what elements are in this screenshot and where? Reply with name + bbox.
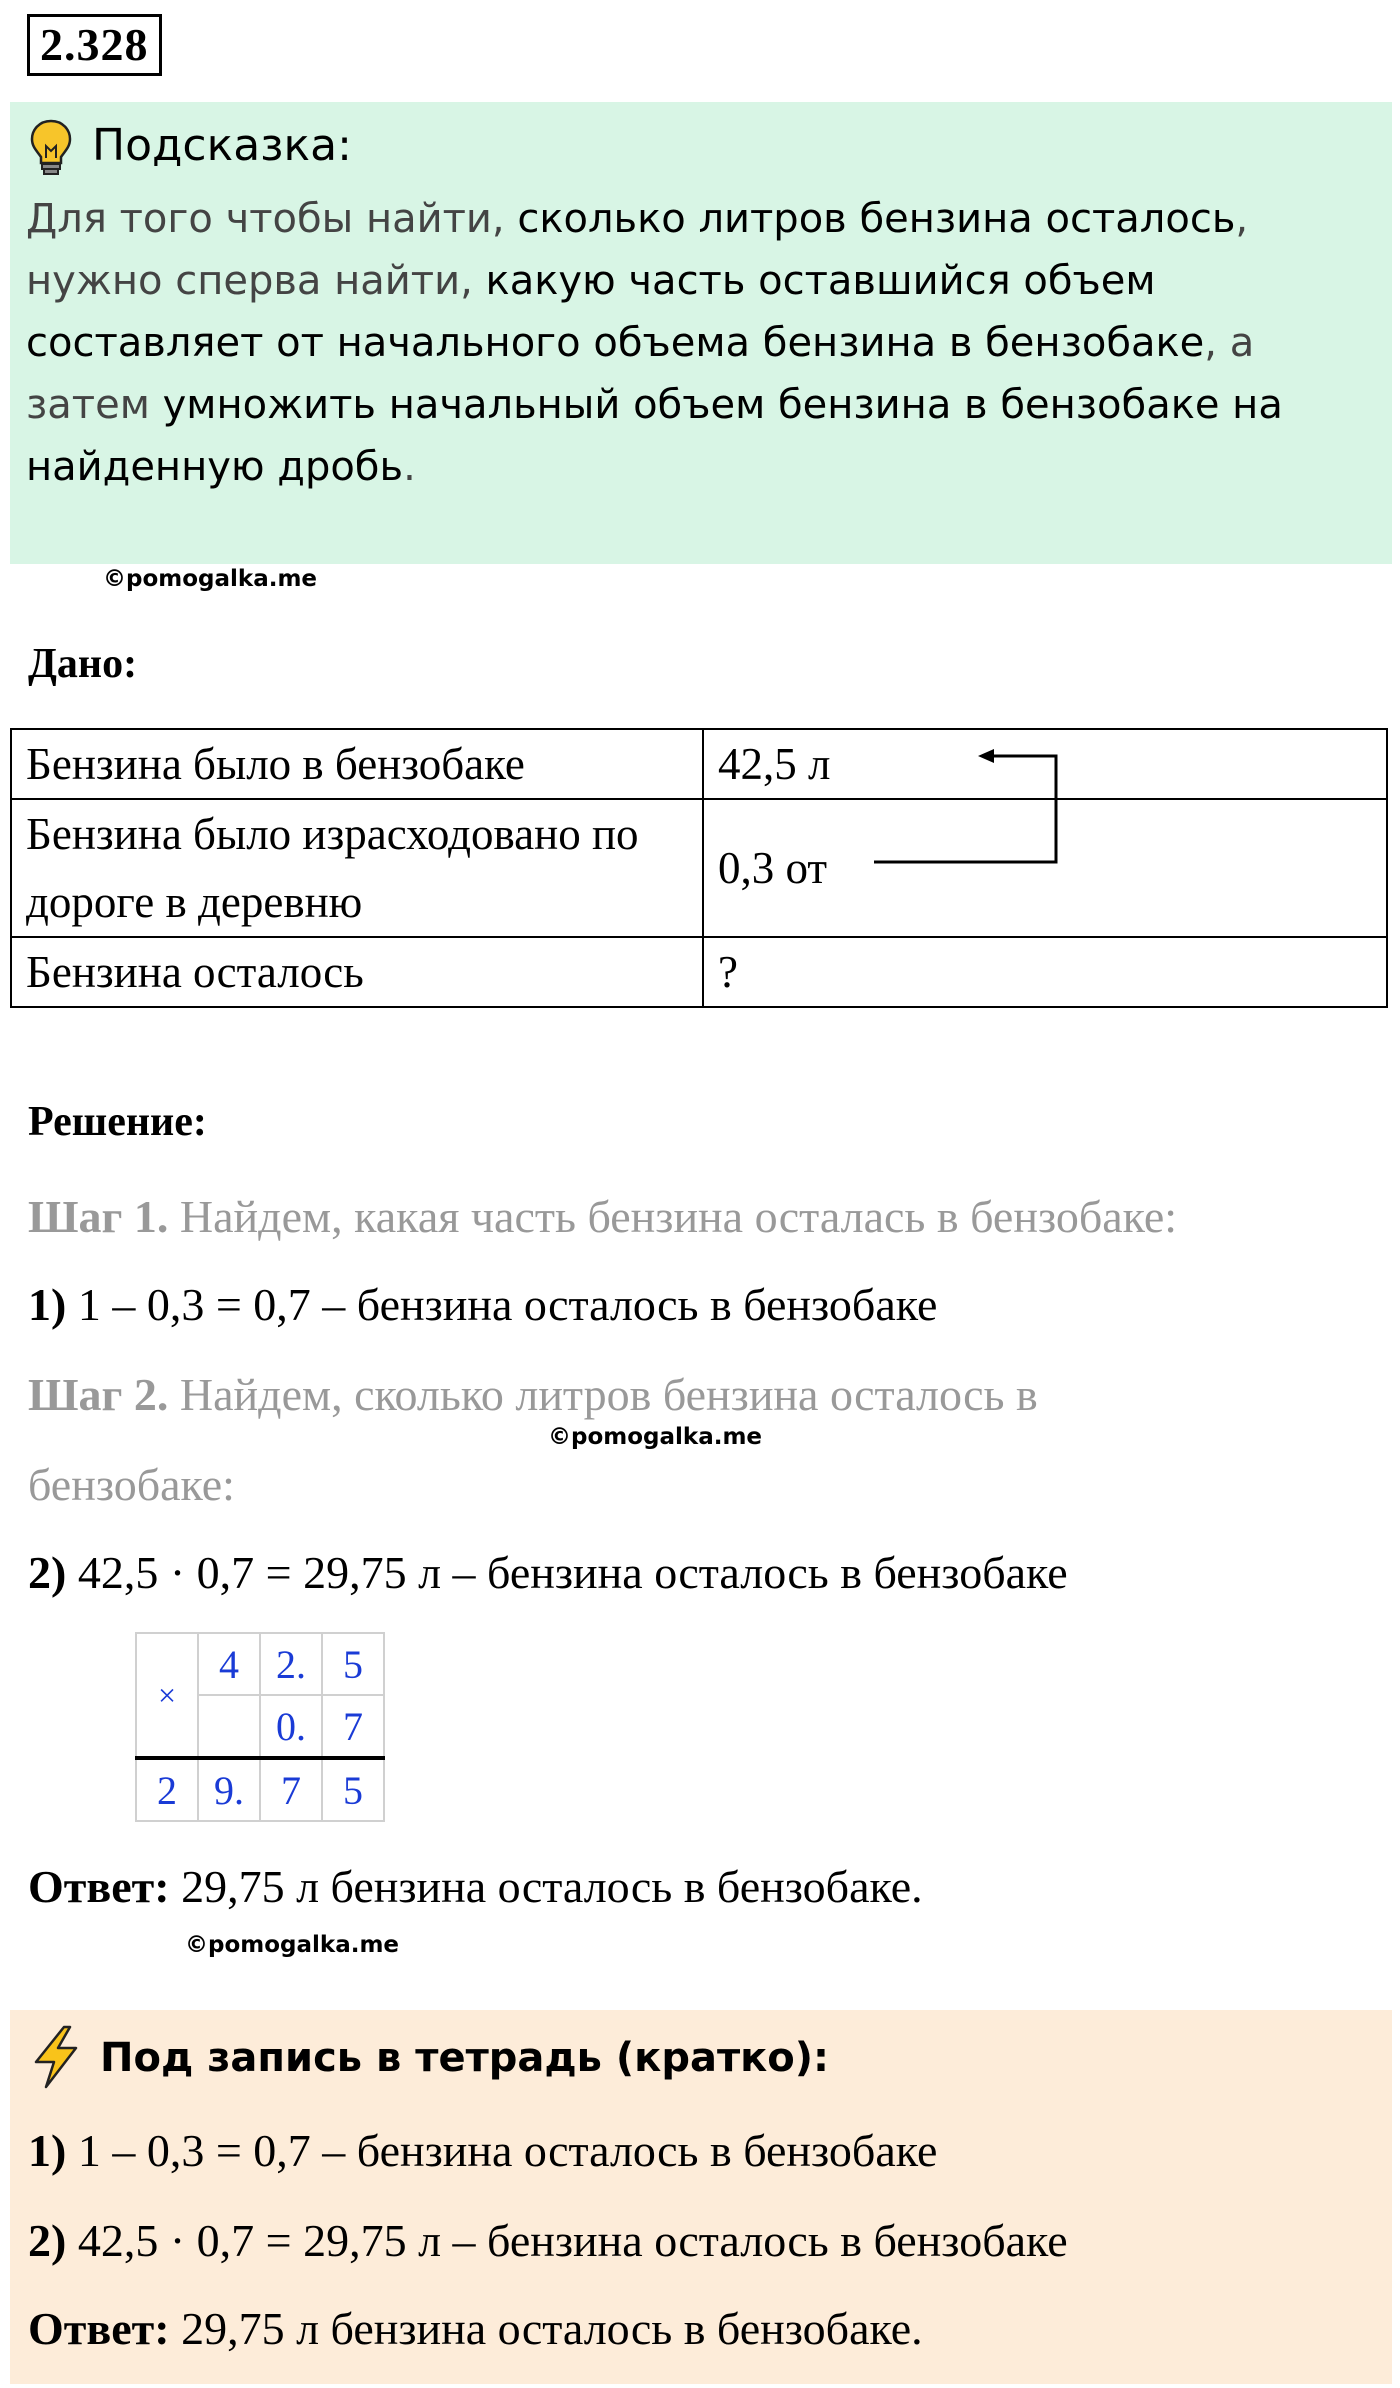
notebook-equation-1: 1) 1 – 0,3 = 0,7 – бензина осталось в бензобаке [28, 2125, 938, 2176]
solution-heading: Решение: [28, 1099, 207, 1145]
equation-1: 1) 1 – 0,3 = 0,7 – бензина осталось в бензобаке [28, 1279, 938, 1330]
multiplication-sign: × [136, 1633, 198, 1758]
hint-line: затем умножить начальный объем бензина в бензобаке на [26, 382, 1283, 428]
lightning-icon [26, 2024, 86, 2090]
table-row [11, 937, 1387, 1007]
step-2-text: Шаг 2. Найдем, сколько литров бензина осталось в [28, 1369, 1038, 1420]
table-cell-label: Бензина осталось [11, 937, 703, 1007]
answer: Ответ: 29,75 л бензина осталось в бензобаке. [28, 1861, 923, 1912]
multiplication-grid [135, 1632, 385, 1822]
notebook-title: Под запись в тетрадь (кратко): [100, 2035, 830, 2081]
watermark: ©pomogalka.me [103, 566, 318, 592]
grid-cell [198, 1695, 260, 1758]
table-row [11, 799, 1387, 937]
notebook-answer: Ответ: 29,75 л бензина осталось в бензобаке. [28, 2303, 923, 2354]
hint-line: нужно сперва найти, какую часть оставшийся объем [26, 258, 1156, 304]
grid-cell: 2 [136, 1758, 198, 1821]
table-cell-label: Бензина было израсходовано по дороге в деревню [11, 799, 703, 937]
hint-title: Подсказка: [92, 120, 352, 171]
watermark: ©pomogalka.me [548, 1424, 763, 1450]
hint-line: Для того чтобы найти, сколько литров бензина осталось, [26, 196, 1249, 242]
equation-2: 2) 42,5 · 0,7 = 29,75 л – бензина осталось в бензобаке [28, 1547, 1068, 1598]
watermark: ©pomogalka.me [185, 1932, 400, 1958]
grid-cell: 7 [322, 1695, 384, 1758]
table-cell-value: 0,3 от [703, 799, 1387, 937]
step-1-text: Шаг 1. Найдем, какая часть бензина осталась в бензобаке: [28, 1191, 1178, 1242]
problem-number: 2.328 [27, 14, 162, 76]
table-cell-value: 42,5 л [703, 729, 1387, 799]
grid-cell: 2. [260, 1633, 322, 1695]
notebook-equation-2: 2) 42,5 · 0,7 = 29,75 л – бензина осталось в бензобаке [28, 2215, 1068, 2266]
grid-cell: 4 [198, 1633, 260, 1695]
grid-cell: 7 [260, 1758, 322, 1821]
given-heading: Дано: [28, 641, 138, 687]
table-cell-value: ? [703, 937, 1387, 1007]
grid-cell: 5 [322, 1758, 384, 1821]
grid-row [136, 1633, 384, 1695]
lightbulb-icon [28, 118, 74, 178]
grid-cell: 9. [198, 1758, 260, 1821]
hint-line: найденную дробь. [26, 444, 416, 490]
given-table [10, 728, 1388, 1008]
grid-row [136, 1758, 384, 1821]
grid-cell: 5 [322, 1633, 384, 1695]
table-row [11, 729, 1387, 799]
hint-line: составляет от начального объема бензина в бензобаке, а [26, 320, 1255, 366]
step-2-text-cont: бензобаке: [28, 1459, 235, 1510]
table-cell-label: Бензина было в бензобаке [11, 729, 703, 799]
grid-cell: 0. [260, 1695, 322, 1758]
reference-arrow [870, 740, 1070, 880]
